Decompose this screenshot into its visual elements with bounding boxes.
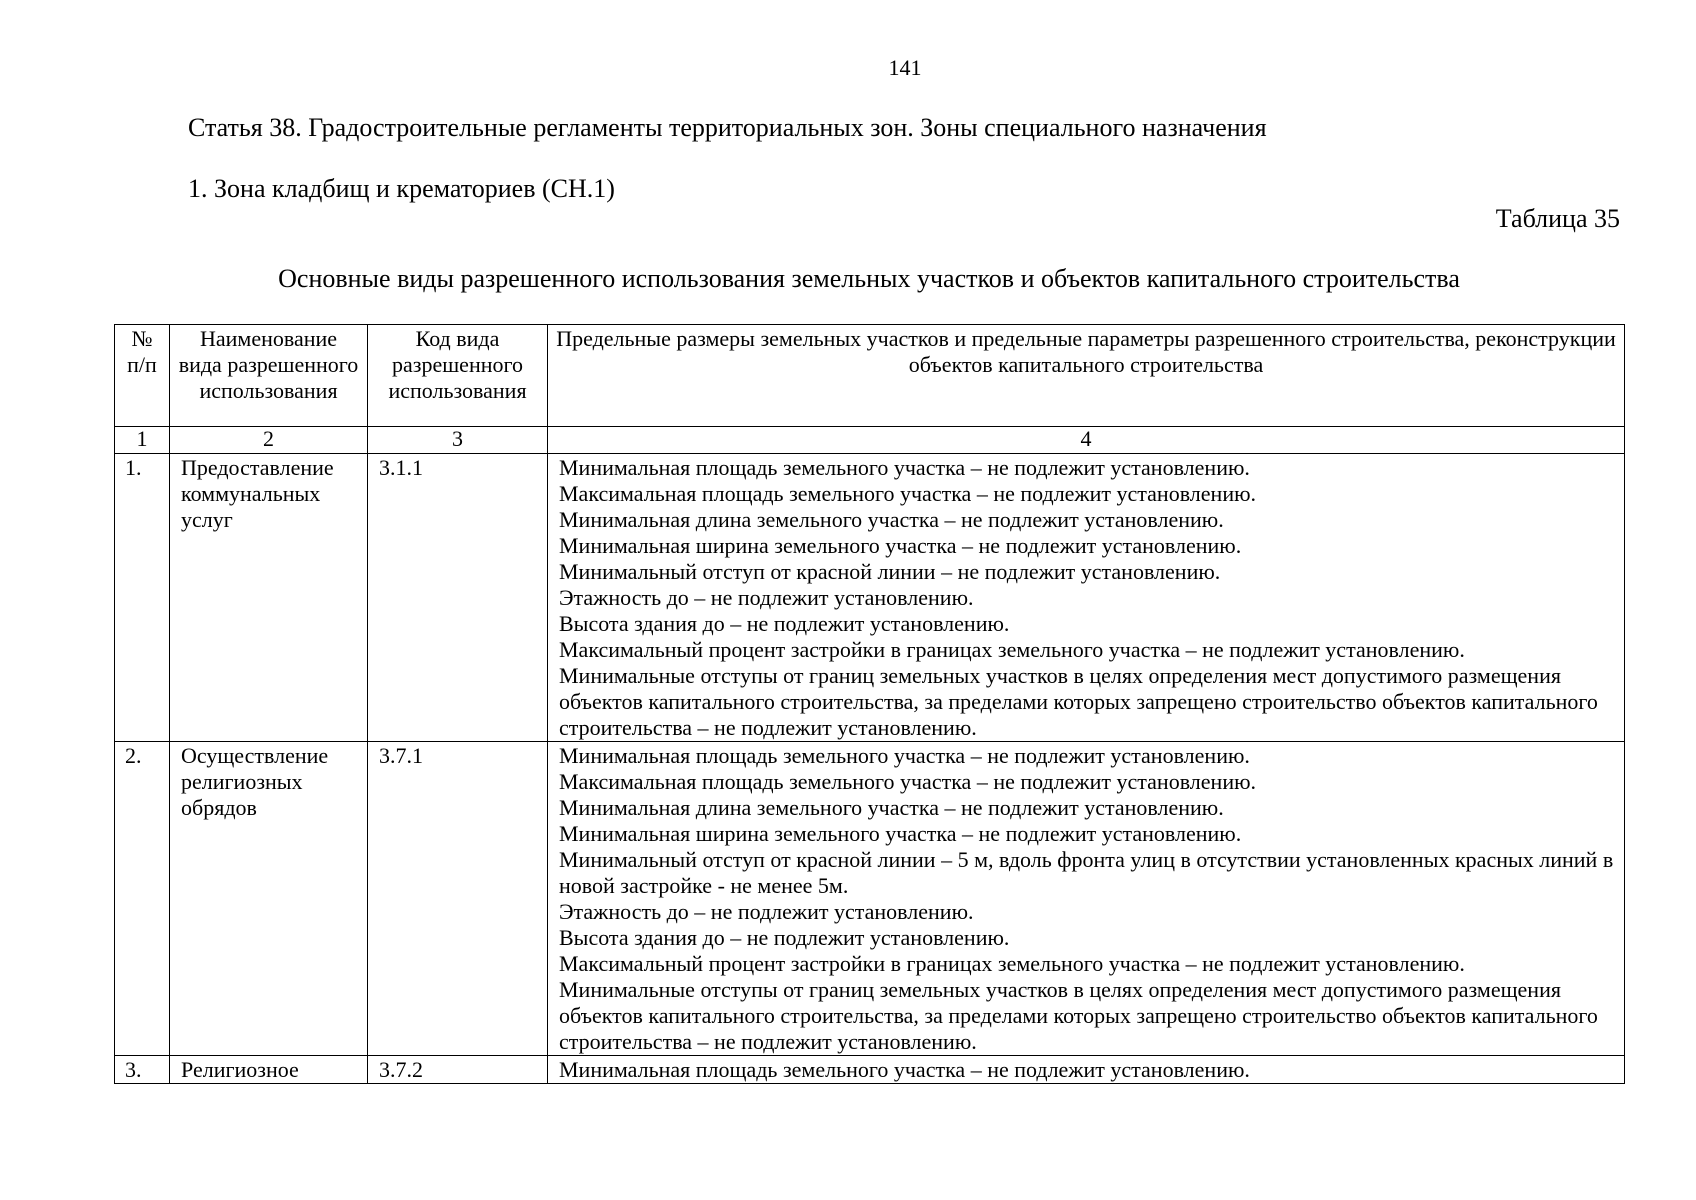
parameter-line: Высота здания до – не подлежит установлению. (559, 611, 1010, 636)
article-title: Статья 38. Градостроительные регламенты территориальных зон. Зоны специального назначения (188, 113, 1267, 142)
header-code: Код вида разрешенного использования (368, 325, 548, 427)
usage-name-cell: Предоставление коммунальных услуг (170, 454, 368, 742)
column-numbers-row (115, 427, 1625, 454)
parameter-line: Минимальная ширина земельного участка – не подлежит установлению. (559, 821, 1242, 846)
zone-title: 1. Зона кладбищ и крематориев (СН.1) (188, 174, 615, 203)
row-number-cell: 3. (115, 1056, 170, 1084)
parameter-line: Минимальные отступы от границ земельных участков в целях определения мест допустимого размещения объектов капитального строительства, за пределами которых запрещено строительство объектов капитального строительства – не подлежит установлению. (559, 977, 1598, 1054)
parameter-line: Минимальная длина земельного участка – не подлежит установлению. (559, 507, 1224, 532)
parameter-line: Минимальная длина земельного участка – не подлежит установлению. (559, 795, 1224, 820)
parameter-line: Минимальные отступы от границ земельных участков в целях определения мест допустимого размещения объектов капитального строительства, за пределами которых запрещено строительство объектов капитального строительства – не подлежит установлению. (559, 663, 1598, 740)
header-name: Наименование вида разрешенного использования (170, 325, 368, 427)
usage-code-cell: 3.7.1 (368, 742, 548, 1056)
column-number: 1 (115, 427, 170, 454)
parameter-line: Минимальный отступ от красной линии – 5 м, вдоль фронта улиц в отсутствии установленных красных линий в новой застройке - не менее 5м. (559, 847, 1614, 898)
parameter-line: Максимальная площадь земельного участка – не подлежит установлению. (559, 481, 1257, 506)
row-number-cell: 2. (115, 742, 170, 1056)
table-row (115, 742, 1625, 1056)
table-number: Таблица 35 (1495, 204, 1620, 233)
usage-code-cell: 3.1.1 (368, 454, 548, 742)
column-number: 2 (170, 427, 368, 454)
page-number: 141 (888, 55, 922, 80)
table-caption: Основные виды разрешенного использования земельных участков и объектов капитального строительства (278, 264, 1460, 293)
parameter-line: Максимальная площадь земельного участка – не подлежит установлению. (559, 769, 1257, 794)
parameter-line: Высота здания до – не подлежит установлению. (559, 925, 1010, 950)
table-header-row (115, 325, 1625, 427)
parameter-line: Минимальный отступ от красной линии – не подлежит установлению. (559, 559, 1221, 584)
parameter-line: Минимальная площадь земельного участка – не подлежит установлению. (559, 455, 1250, 480)
parameter-line: Этажность до – не подлежит установлению. (559, 585, 974, 610)
parameter-line: Минимальная площадь земельного участка – не подлежит установлению. (559, 1057, 1250, 1082)
parameter-line: Минимальная ширина земельного участка – не подлежит установлению. (559, 533, 1242, 558)
table-row (115, 1056, 1625, 1084)
parameter-line: Минимальная площадь земельного участка – не подлежит установлению. (559, 743, 1250, 768)
parameter-line: Этажность до – не подлежит установлению. (559, 899, 974, 924)
header-no: № п/п (115, 325, 170, 427)
parameters-cell (548, 742, 1625, 1056)
usage-name-cell: Осуществление религиозных обрядов (170, 742, 368, 1056)
row-number-cell: 1. (115, 454, 170, 742)
parameter-line: Максимальный процент застройки в границах земельного участка – не подлежит установлению. (559, 637, 1465, 662)
usage-code-cell: 3.7.2 (368, 1056, 548, 1084)
column-number: 4 (548, 427, 1625, 454)
header-params: Предельные размеры земельных участков и предельные параметры разрешенного строительства, реконструкции объектов капитального строительства (548, 325, 1625, 427)
parameters-cell (548, 1056, 1625, 1084)
table-row (115, 454, 1625, 742)
regulations-table (114, 324, 1625, 1084)
parameter-line: Максимальный процент застройки в границах земельного участка – не подлежит установлению. (559, 951, 1465, 976)
parameters-cell (548, 454, 1625, 742)
usage-name-cell: Религиозное (170, 1056, 368, 1084)
column-number: 3 (368, 427, 548, 454)
